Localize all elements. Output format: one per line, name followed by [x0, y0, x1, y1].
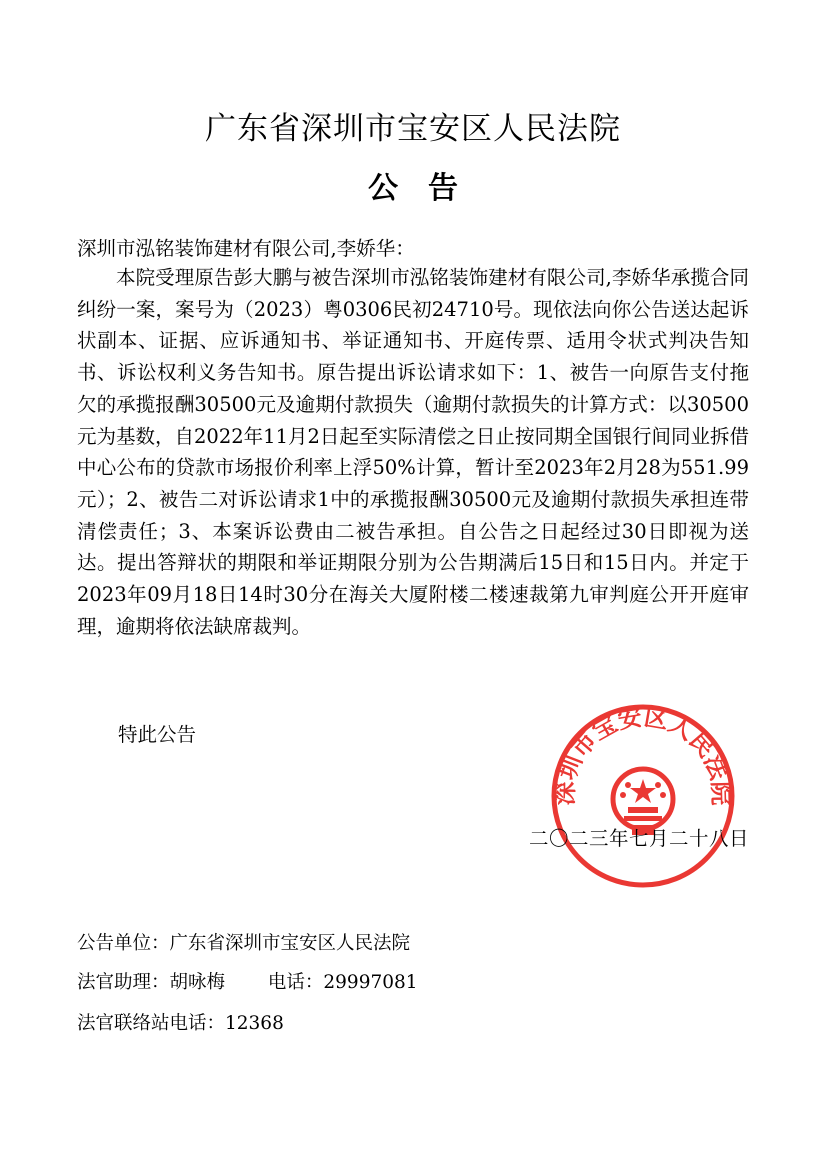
addressees: 深圳市泓铭装饰建材有限公司,李娇华： [77, 237, 415, 260]
judge-assistant-contact: 法官助理：胡咏梅 电话：29997081 [77, 972, 418, 993]
court-name: 广东省深圳市宝安区人民法院 [205, 111, 621, 147]
court-seal [550, 703, 736, 889]
notice-body: 本院受理原告彭大鹏与被告深圳市泓铭装饰建材有限公司,李娇华承揽合同纠纷一案，案号为（2023）粤0306民初24710号。现依法向你公告送达起诉状副本、证据、应诉通知书、举证通知书、开庭传票、适用令状式判决告知书、诉讼权利义务告知书。原告提出诉讼请求如下：1、被告一向原告支付拖欠的承揽报酬30500元及逾期付款损失（逾期付款损失的计算方式：以30500元为基数，自2022年11月2日起至实际清偿之日止按同期全国银行间同业拆借中心公布的贷款市场报价利率上浮50%计算，暂计至2023年2月28为551.99元）；2、被告二对诉讼请求1中的承揽报酬30500元及逾期付款损失承担连带清偿责任；3、本案诉讼费由二被告承担。自公告之日起经过30日即视为送达。提出答辩状的期限和举证期限分别为公告期满后15日和15日内。并定于2023年09月18日14时30分在海关大厦附楼二楼速裁第九审判庭公开开庭审理，逾期将依法缺席裁判。 [77, 266, 749, 638]
closing-phrase: 特此公告 [118, 723, 197, 746]
notice-title: 公 告 [368, 171, 458, 206]
liaison-hotline: 法官联络站电话：12368 [77, 1013, 284, 1034]
issuing-unit: 公告单位：广东省深圳市宝安区人民法院 [77, 933, 411, 954]
notice-date: 二〇二三年七月二十八日 [528, 827, 749, 850]
seal-text: 深圳市宝安区人民法院 [550, 703, 736, 806]
